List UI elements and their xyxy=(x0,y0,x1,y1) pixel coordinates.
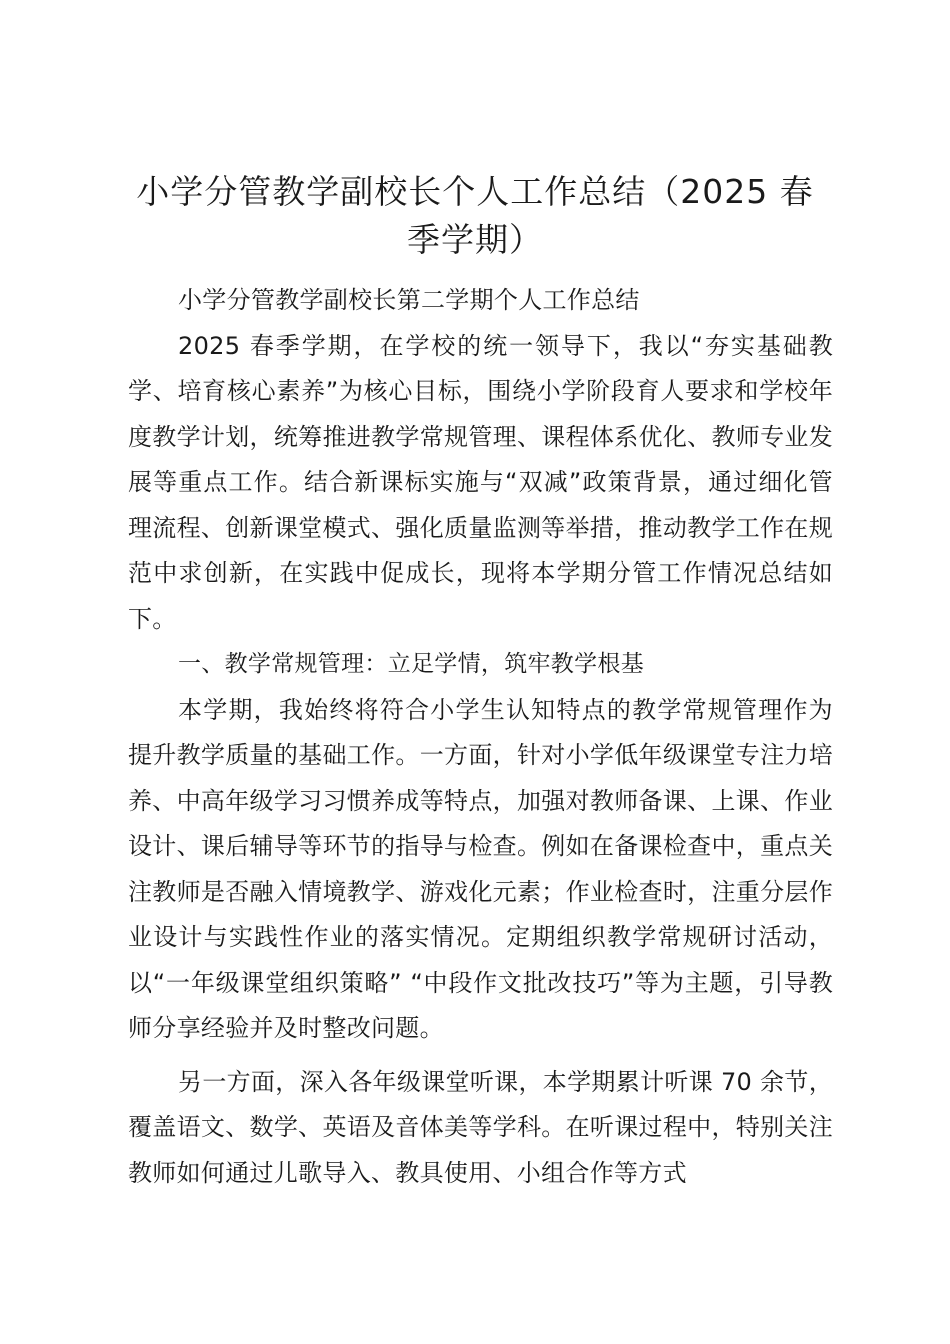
intro-paragraph: 2025 春季学期，在学校的统一领导下，我以“夯实基础教学、培育核心素养”为核心目标，围绕小学阶段育人要求和学校年度教学计划，统筹推进教学常规管理、课程体系优化、教师专业发展等重点工作。结合新课标实施与“双减”政策背景，通过细化管理流程、创新课堂模式、强化质量监测等举措，推动教学工作在规范中求创新，在实践中促成长，现将本学期分管工作情况总结如下。 xyxy=(128,331,833,633)
document-title: 小学分管教学副校长个人工作总结（2025 春季学期） xyxy=(136,172,814,259)
document-body xyxy=(128,278,833,1196)
section-heading: 一、教学常规管理：立足学情，筑牢教学根基 xyxy=(178,651,644,677)
body-paragraph: 另一方面，深入各年级课堂听课，本学期累计听课 70 余节，覆盖语文、数学、英语及音体美等学科。在听课过程中，特别关注教师如何通过儿歌导入、教具使用、小组合作等方式 xyxy=(128,1067,833,1187)
subtitle-paragraph: 小学分管教学副校长第二学期个人工作总结 xyxy=(178,286,640,314)
body-paragraph: 本学期，我始终将符合小学生认知特点的教学常规管理作为提升教学质量的基础工作。一方面，针对小学低年级课堂专注力培养、中高年级学习习惯养成等特点，加强对教师备课、上课、作业设计、课后辅导等环节的指导与检查。例如在备课检查中，重点关注教师是否融入情境教学、游戏化元素；作业检查时，注重分层作业设计与实践性作业的落实情况。定期组织教学常规研讨活动，以“一年级课堂组织策略” “中段作文批改技巧”等为主题，引导教师分享经验并及时整改问题。 xyxy=(128,695,833,1042)
